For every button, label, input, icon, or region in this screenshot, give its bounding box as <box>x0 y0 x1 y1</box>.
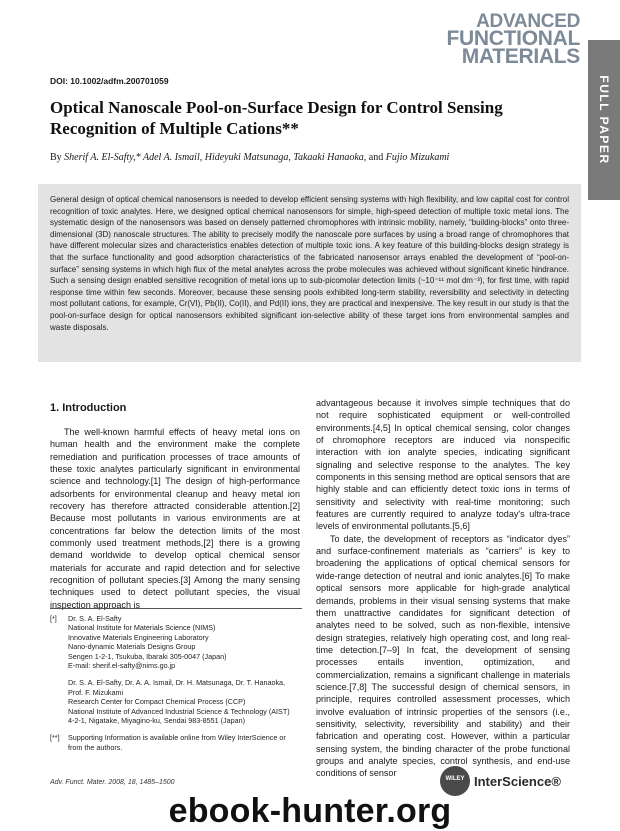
authors-by: By <box>50 152 62 163</box>
logo-line-1: ADVANCED <box>476 11 580 32</box>
footnote-line: National Institute of Advanced Industrial Science & Technology (AIST) <box>68 706 290 716</box>
journal-citation <box>50 779 175 786</box>
logo-line-2: FUNCTIONAL <box>446 27 580 51</box>
watermark: ebook-hunter.org <box>168 792 452 830</box>
section-heading: 1. Introduction <box>50 402 127 414</box>
logo-line-3: MATERIALS <box>461 45 580 69</box>
publisher-name: InterScience® <box>474 774 561 789</box>
abstract-box <box>38 184 581 362</box>
intro-paragraph-1: The well-known harmful effects of heavy metal ions on human health and the environment make the complete remediation and purification processes of trace amounts of these toxic analytes particularly significant in environmental science and technology.[1] The design of high-performance adsorbents for environmental cleanup and heavy metal ion recovery has therefore attracted considerable attention.[2] Because most pollutants in various environments are at concentrations far below the detection limits of the most commonly used treatment methods,[2] there is a growing demand worldwide to develop optical chemical sensor materials for accurate and rapid detection and for selective recognition of pollutant species.[3] Among the many sensing techniques used to detect pollutant species, the visual inspection approach is <box>50 427 300 610</box>
journal-logo <box>430 11 580 69</box>
authors-and: and <box>368 152 384 163</box>
citation-text: Adv. Funct. Mater. 2008, 18, 1485–1500 <box>50 779 175 786</box>
section-tab-label: FULL PAPER <box>597 75 611 165</box>
authors-list: Sherif A. El-Safty,* Adel A. Ismail, Hideyuki Matsunaga, Takaaki Hanaoka, <box>64 152 367 163</box>
footnote-line: Dr. S. A. El-Safty, Dr. A. A. Ismail, Dr. H. Matsunaga, Dr. T. Hanaoka, <box>68 678 286 688</box>
footnote-mark: [**] <box>50 733 60 743</box>
intro-paragraph-3: To date, the development of receptors as “indicator dyes” and surface-confinement materials as “carriers” is key to broadening the applications of optical chemical sensors for wide-range detection of neutral and ionic analytes.[6] To make optical sensors more applicable for high-grade analytical demands, problems in their visual sensing systems that make them unattractive candidates for significant detection of analytes need to be solved, such as non-flexible, intensive design strategies, relatively high operating cost, and long real-time detection.[7–9] In fcat, the development of sensing processes entails invention, optimization, and commercialization, remains a significant challenge in materials science.[7,8] The successful design of chemical sensors, in principle, requires controlled assessment processes, which involve evaluation of intrinsic properties of the sensors (i.e., sensitivity, selectivity, reversibility and stability) and their fabrication and operating cost. However, within a particular sensing system, the binding character of the probe functional groups and analyte species, control synthesis, and end-use conditions of sensor <box>316 533 570 779</box>
footnote-affiliation-1 <box>50 614 302 670</box>
footnote-affiliation-2 <box>50 678 302 725</box>
paper-title: Optical Nanoscale Pool-on-Surface Design for Control Sensing Recognition of Multiple Cations** <box>50 98 503 138</box>
footnote-line: 4-2-1, Nigatake, Miyagino-ku, Sendai 983-8551 (Japan) <box>68 716 245 726</box>
footnote-line: Sengen 1-2-1, Tsukuba, Ibaraki 305-0047 (Japan) <box>68 651 227 661</box>
footnote-line: from the authors. <box>68 742 123 752</box>
footnote-line: Dr. S. A. El-Safty <box>68 614 122 623</box>
authors-last: Fujio Mizukami <box>385 152 450 163</box>
left-column <box>50 426 300 611</box>
intro-paragraph-2: advantageous because it involves simple techniques that do not require sophisticated equipment or well-controlled environments.[4,5] In optical chemical sensing, color changes of chromophore receptors are induced via nonspecific interaction with ion analyte species, indicating significant signaling and selective response to the analytes. The key components in this sensing method are optical sensors that are highly stable and can efficiently detect toxic ions in terms of sensitivity and selectivity with real-time monitoring; such features are currently required to analyze today's ultra-trace levels of environmental pollutants.[5,6] <box>316 398 570 532</box>
footnote-line: Innovative Materials Engineering Laboratory <box>68 632 209 642</box>
footnote-line: National Institute for Materials Science (NIMS) <box>68 623 216 633</box>
wiley-small-label: WILEY <box>445 776 465 782</box>
footnote-line: Prof. F. Mizukami <box>68 687 124 697</box>
abstract-text: General design of optical chemical nanosensors is needed to develop efficient sensing systems with high flexibility, and low capital cost for control recognition of toxic analytes. Here, we designed optical chemical nanosensors for simple, high-speed detection of multiple toxic metal ions. The systematic design of the nanosensors was based on densely patterned chromophores with intrinsic mobility, namely, “building-blocks” onto three-dimensional (3D) nanoscale structures. The ability to precisely modify the nanoscale pore surfaces by using a broad range of chromophores that have different molecular sizes and characteristics enables detection of multiple toxic ions. A key feature of this building-blocks design strategy is that the surface functionality and good adsorption characteristics of the fabricated nanosensor arrays enabled the development of “pool-on-surface” sensing systems in which high flux of the metal analytes across the probe molecules was achieved without significant kinetic hindrance. Such a sensing design enabled sensitive recognition of metal ions up to sub-picomolar detection limits (~10⁻¹¹ mol dm⁻³), for first time, with rapid response time within few seconds. Moreover, because these sensing pools exhibited long-term stability, reversibility and selectivity in detecting most pollutant cations, for example, Cr(VI), Pb(II), Co(II), and Pd(II) ions, they are practical and inexpensive. The key result in our study is that the pool-on-surface design for optical nanosensors exhibited significant ion-selective ability of these target ions from environmental samples and waste disposals. <box>50 195 569 332</box>
footnote-line: Supporting Information is available online from Wiley InterScience or <box>68 733 286 743</box>
footnote-email: E-mail: sherif.el-safty@nims.go.jp <box>68 661 176 671</box>
footnote-supporting-info <box>50 733 302 752</box>
doi: DOI: 10.1002/adfm.200701059 <box>50 76 169 86</box>
footnote-divider <box>50 608 302 609</box>
section-tab <box>588 40 620 200</box>
right-column <box>316 397 570 780</box>
footnote-line: Nano-dynamic Materials Designs Group <box>68 642 196 652</box>
footnotes <box>50 614 302 752</box>
author-line <box>50 152 570 163</box>
footnote-line: Research Center for Compact Chemical Process (CCP) <box>68 697 246 707</box>
footnote-mark: [*] <box>50 614 57 623</box>
